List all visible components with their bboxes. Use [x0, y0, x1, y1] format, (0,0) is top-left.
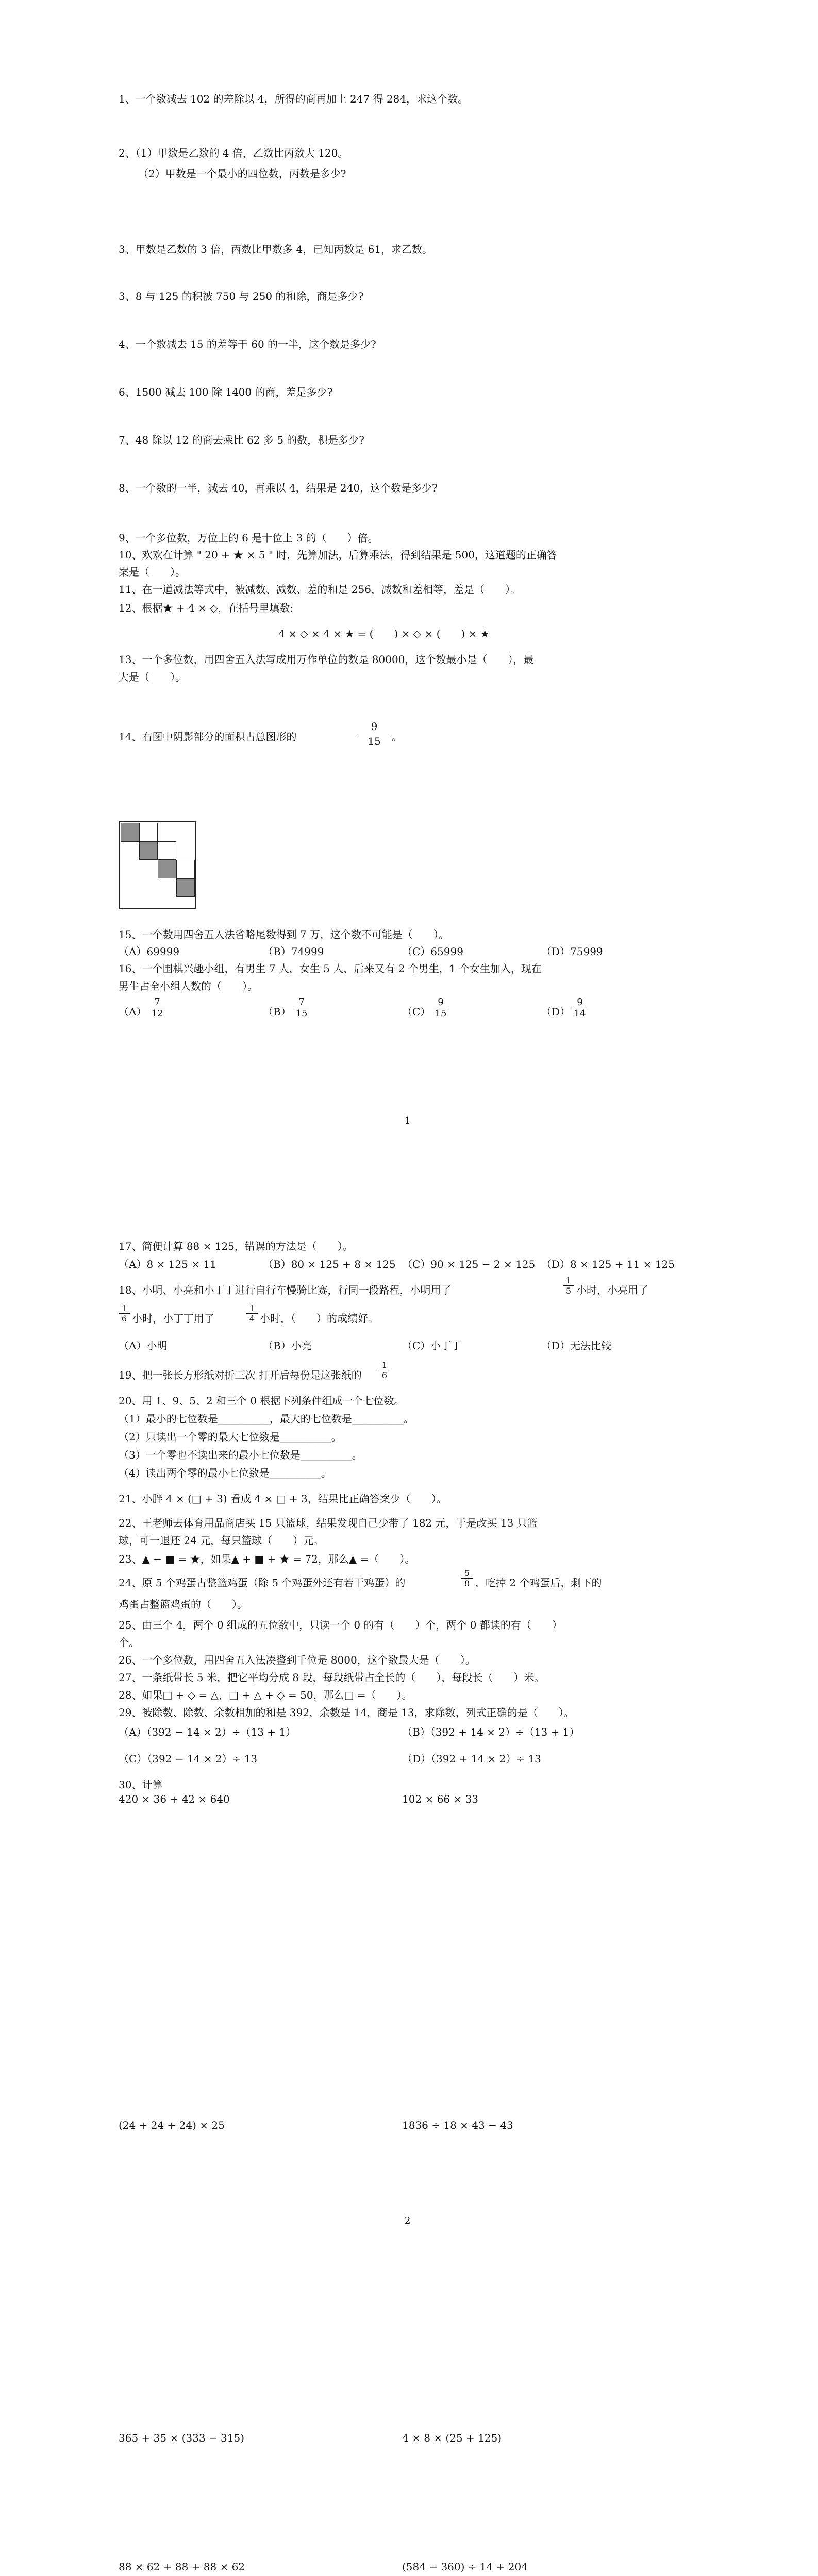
question-18-mid: 小时，小亮用了 — [576, 1284, 648, 1296]
question-19: 19、把一张长方形纸对折三次 打开后每份是这张纸的 — [119, 1369, 362, 1381]
fraction-numerator: 9 — [371, 720, 378, 733]
question-20-1: （1）最小的七位数是__________，最大的七位数是__________。 — [119, 1413, 414, 1425]
question-2b: （2）甲数是一个最小的四位数，丙数是多少? — [138, 167, 346, 180]
fraction-denominator: 15 — [368, 735, 381, 748]
calc-8: (584 − 360) ÷ 14 + 204 — [402, 2561, 528, 2573]
option-16b-label: （B） — [263, 1006, 291, 1018]
denominator: 6 — [121, 1314, 127, 1324]
white-cell — [176, 860, 195, 878]
numerator: 7 — [298, 997, 305, 1008]
numerator: 7 — [154, 997, 160, 1008]
option-18c: （C）小丁丁 — [402, 1340, 462, 1352]
page-number-1: 1 — [405, 1115, 411, 1126]
question-29: 29、被除数、除数、余数相加的和是 392，余数是 14，商是 13，求除数，列式正确的是（ ）。 — [119, 1706, 574, 1719]
question-17: 17、简便计算 88 × 125，错误的方法是（ ）。 — [119, 1240, 353, 1252]
denominator: 14 — [574, 1008, 586, 1019]
q18-frac-3 — [246, 1303, 258, 1324]
shaded-cell — [158, 860, 176, 878]
question-24: 24、原 5 个鸡蛋占整篮鸡蛋（除 5 个鸡蛋外还有若干鸡蛋）的 — [119, 1577, 406, 1589]
option-29b: （B）（392 + 14 × 2）÷（13 + 1） — [402, 1726, 580, 1738]
question-3b: 3、8 与 125 的积被 750 与 250 的和除，商是多少? — [119, 290, 364, 302]
question-10-cont: 案是（ ）。 — [119, 566, 186, 578]
question-25: 25、由三个 4，两个 0 组成的五位数中，只读一个 0 的有（ ）个，两个 0 都读的有（ ） — [119, 1619, 562, 1631]
question-3: 3、甲数是乙数的 3 倍，丙数比甲数多 4，已知丙数是 61，求乙数。 — [119, 243, 433, 256]
question-30: 30、计算 — [119, 1778, 163, 1791]
option-17d: （D）8 × 125 + 11 × 125 — [541, 1258, 675, 1270]
question-13-cont: 大是（ ）。 — [119, 671, 186, 683]
question-27: 27、一条纸带长 5 米，把它平均分成 8 段，每段纸带占全长的（ ），每段长（ ）米。 — [119, 1671, 545, 1684]
option-17c: （C）90 × 125 − 2 × 125 — [402, 1258, 536, 1270]
question-20-2: （2）只读出一个零的最大七位数是__________。 — [119, 1431, 342, 1443]
question-12-equation: 4 × ◇ × 4 × ★ = ( ) × ◇ × ( ) × ★ — [278, 628, 490, 640]
question-16-cont: 男生占全小组人数的（ ）。 — [119, 980, 258, 992]
numerator: 1 — [381, 1360, 388, 1370]
q24-fraction — [461, 1568, 473, 1588]
shaded-figure — [119, 821, 196, 909]
question-24-mid: ，吃掉 2 个鸡蛋后，剩下的 — [475, 1577, 602, 1589]
question-14: 14、右图中阴影部分的面积占总图形的 — [119, 731, 297, 743]
question-14-fraction — [358, 720, 390, 748]
option-16a-fraction — [149, 997, 165, 1019]
calc-6: 4 × 8 × (25 + 125) — [402, 2432, 502, 2444]
option-16d-fraction — [572, 997, 588, 1019]
option-16c-fraction — [433, 997, 448, 1019]
question-18-end: 小时，（ ）的成绩好。 — [260, 1312, 378, 1325]
option-18d: （D）无法比较 — [541, 1340, 612, 1352]
white-cell — [139, 823, 158, 841]
question-14-period: 。 — [392, 731, 402, 743]
question-22: 22、王老师去体育用品商店买 15 只篮球，结果发现自己少带了 182 元，于是改买 13 只篮 — [119, 1517, 538, 1529]
calc-3: (24 + 24 + 24) × 25 — [119, 2119, 225, 2131]
question-22-cont: 球，可一退还 24 元，每只篮球（ ）元。 — [119, 1534, 324, 1547]
numerator: 5 — [464, 1568, 470, 1578]
question-18-mid2: 小时，小丁丁用了 — [132, 1312, 214, 1325]
option-16d-label: （D） — [541, 1006, 571, 1018]
question-1: 1、一个数减去 102 的差除以 4，所得的商再加上 247 得 284，求这个数。 — [119, 93, 469, 105]
q18-frac-2 — [119, 1303, 130, 1324]
q19-fraction — [379, 1360, 390, 1380]
question-18: 18、小明、小亮和小丁丁进行自行车慢骑比赛，行同一段路程，小明用了 — [119, 1284, 452, 1296]
question-24-cont: 鸡蛋占整篮鸡蛋的（ ）。 — [119, 1598, 247, 1611]
option-17a: （A）8 × 125 × 11 — [119, 1258, 216, 1270]
white-cell — [158, 841, 176, 860]
question-7: 7、48 除以 12 的商去乘比 62 多 5 的数，积是多少? — [119, 434, 365, 446]
numerator: 9 — [577, 997, 583, 1008]
denominator: 12 — [151, 1008, 163, 1019]
white-cell — [121, 841, 139, 908]
option-29a: （A）（392 − 14 × 2）÷（13 + 1） — [119, 1726, 296, 1738]
shaded-cell — [139, 841, 158, 860]
option-29c: （C）（392 − 14 × 2）÷ 13 — [119, 1753, 258, 1765]
question-16: 16、一个围棋兴趣小组，有男生 7 人，女生 5 人，后来又有 2 个男生，1 个女生加入，现在 — [119, 962, 542, 975]
option-15b: （B）74999 — [263, 945, 324, 958]
question-20-4: （4）读出两个零的最小七位数是__________。 — [119, 1467, 331, 1479]
shaded-cell — [176, 878, 195, 897]
question-13: 13、一个多位数，用四舍五入法写成用万作单位的数是 80000，这个数最小是（ ），最 — [119, 653, 534, 666]
calc-1: 420 × 36 + 42 × 640 — [119, 1793, 230, 1805]
question-28: 28、如果□ + ◇ = △，□ + △ + ◇ = 50，那么□ =（ ）。 — [119, 1689, 412, 1701]
calc-2: 102 × 66 × 33 — [402, 1793, 479, 1805]
question-10: 10、欢欢在计算 " 20 + ★ × 5 " 时，先算加法，后算乘法，得到结果是 500，这道题的正确答 — [119, 549, 557, 561]
option-18b: （B）小亮 — [263, 1340, 312, 1352]
denominator: 15 — [435, 1008, 447, 1019]
question-20: 20、用 1、9、5、2 和三个 0 根据下列条件组成一个七位数。 — [119, 1395, 405, 1407]
numerator: 1 — [249, 1303, 255, 1313]
denominator: 15 — [295, 1008, 308, 1019]
question-9: 9、一个多位数，万位上的 6 是十位上 3 的（ ）倍。 — [119, 532, 378, 544]
option-29d: （D）（392 + 14 × 2）÷ 13 — [402, 1753, 541, 1765]
option-17b: （B）80 × 125 + 8 × 125 — [263, 1258, 396, 1270]
denominator: 5 — [565, 1286, 572, 1296]
option-15d: （D）75999 — [541, 945, 603, 958]
question-26: 26、一个多位数，用四舍五入法凑整到千位是 8000，这个数最大是（ ）。 — [119, 1654, 476, 1666]
denominator: 6 — [381, 1370, 388, 1380]
question-12: 12、根据★ + 4 × ◇，在括号里填数: — [119, 602, 294, 614]
question-8: 8、一个数的一半，减去 40，再乘以 4，结果是 240，这个数是多少? — [119, 482, 438, 494]
question-23: 23、▲ − ■ = ★，如果▲ + ■ + ★ = 72，那么▲ =（ ）。 — [119, 1553, 415, 1565]
numerator: 9 — [438, 997, 444, 1008]
shaded-cell — [121, 823, 139, 841]
option-16a-label: （A） — [119, 1006, 147, 1018]
option-16b-fraction — [294, 997, 309, 1019]
denominator: 8 — [464, 1579, 470, 1588]
question-4: 4、一个数减去 15 的差等于 60 的一半，这个数是多少? — [119, 338, 376, 350]
question-6: 6、1500 减去 100 除 1400 的商，差是多少? — [119, 386, 333, 398]
question-25-cont: 个。 — [119, 1636, 139, 1649]
question-21: 21、小胖 4 × (□ + 3) 看成 4 × □ + 3，结果比正确答案少（ ）。 — [119, 1493, 447, 1505]
calc-7: 88 × 62 + 88 + 88 × 62 — [119, 2561, 245, 2573]
numerator: 1 — [121, 1303, 127, 1313]
question-20-3: （3）一个零也不读出来的最小七位数是__________。 — [119, 1449, 362, 1461]
option-15c: （C）65999 — [402, 945, 463, 958]
q18-frac-1 — [563, 1276, 574, 1296]
option-15a: （A）69999 — [119, 945, 180, 958]
question-11: 11、在一道减法等式中，被减数、减数、差的和是 256，减数和差相等，差是（ ）。 — [119, 583, 521, 596]
question-15: 15、一个数用四舍五入法省略尾数得到 7 万，这个数不可能是（ ）。 — [119, 928, 449, 941]
calc-5: 365 + 35 × (333 − 315) — [119, 2432, 244, 2444]
page-number-2: 2 — [405, 2215, 411, 2226]
option-18a: （A）小明 — [119, 1340, 168, 1352]
option-16c-label: （C） — [402, 1006, 431, 1018]
denominator: 4 — [249, 1314, 255, 1324]
numerator: 1 — [565, 1276, 572, 1285]
calc-4: 1836 ÷ 18 × 43 − 43 — [402, 2119, 513, 2131]
question-2a: 2、（1）甲数是乙数的 4 倍，乙数比丙数大 120。 — [119, 147, 348, 159]
